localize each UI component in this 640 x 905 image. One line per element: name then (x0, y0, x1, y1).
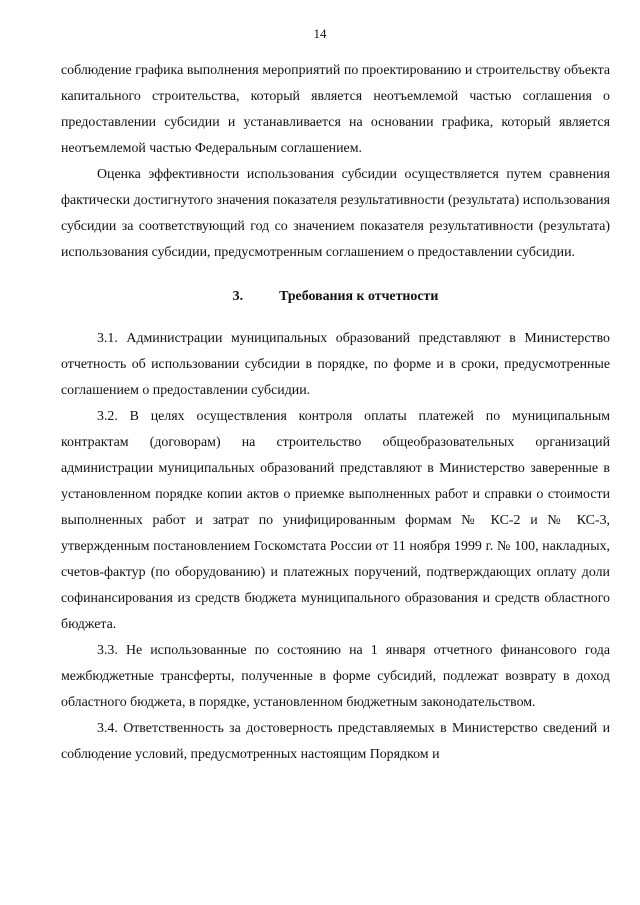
section-number: 3. (232, 289, 244, 304)
paragraph-efficiency-assessment: Оценка эффективности использования субсидии осуществляется путем сравнения фактически достигнутого значения показателя результативности (результата) использования субсидии за соответствующий год со значением показателя результативности (результата) использования субсидии, предусмотренным соглашением о предоставлении субсидии. (61, 167, 610, 260)
page-number: 14 (313, 26, 327, 41)
paragraph-3-1: 3.1. Администрации муниципальных образований представляют в Министерство отчетность об использовании субсидии в порядке, по форме и в сроки, предусмотренные соглашением о предоставлении субсидии. (61, 331, 610, 398)
document-body (61, 58, 610, 768)
paragraph-3-2: 3.2. В целях осуществления контроля оплаты платежей по муниципальным контрактам (договорам) на строительство общеобразовательных организаций администрации муниципальных образований представляют в Министерство заверенные в установленном порядке копии актов о приемке выполненных работ и справки о стоимости выполненных работ и затрат по унифицированным формам № КС-2 и № КС-3, утвержденным постановлением Госкомстата России от 11 ноября 1999 г. № 100, накладных, счетов-фактур (по оборудованию) и платежных поручений, подтверждающих оплату доли софинансирования из средств бюджета муниципального образования и средств областного бюджета. (61, 409, 610, 632)
paragraph-3-4: 3.4. Ответственность за достоверность представляемых в Министерство сведений и соблюдение условий, предусмотренных настоящим Порядком и (61, 721, 610, 762)
paragraph-schedule-compliance: соблюдение графика выполнения мероприятий по проектированию и строительству объекта капитального строительства, который является неотъемлемой частью соглашения о предоставлении субсидии и устанавливается на основании графика, который является неотъемлемой частью Федеральным соглашением. (61, 63, 610, 156)
section-title: Требования к отчетности (279, 289, 439, 304)
section-heading-reporting (61, 284, 610, 310)
paragraph-3-3: 3.3. Не использованные по состоянию на 1 января отчетного финансового года межбюджетные трансферты, полученные в форме субсидий, подлежат возврату в доход областного бюджета, в порядке, установленном бюджетным законодательством. (61, 643, 610, 710)
